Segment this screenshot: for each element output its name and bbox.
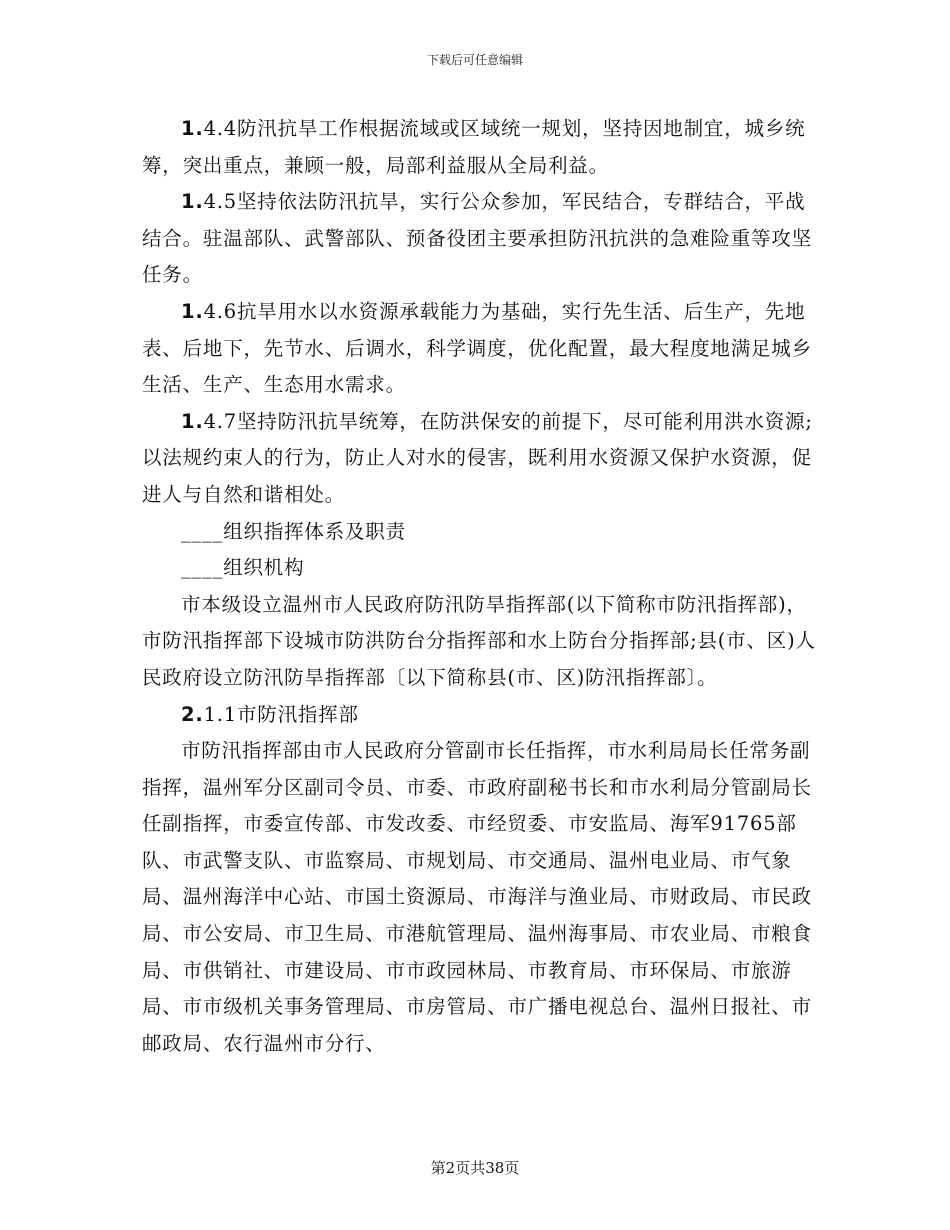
paragraph-text: 4.5坚持依法防汛抗旱，实行公众参加，军民结合，专群结合，平战结合。驻温部队、武警部队、预备役团主要承担防汛抗洪的急难险重等攻坚任务。 [142,190,812,287]
section-number: 1. [181,299,204,323]
paragraph-text: 4.4防汛抗旱工作根据流域或区域统一规划，坚持因地制宜，城乡统筹，突出重点，兼顾一般，局部利益服从全局利益。 [142,117,806,177]
paragraph-1-4-5 [142,184,818,294]
page-header: 下载后可任意编辑 [426,53,523,67]
heading-text: 1.1市防汛指挥部 [203,702,359,726]
section-number: 1. [181,409,204,433]
heading-organization [142,550,818,587]
paragraph-1-4-6 [142,294,818,404]
paragraph-organization [142,587,818,697]
paragraph-text: 市防汛指挥部由市人民政府分管副市长任指挥，市水利局局长任常务副指挥，温州军分区副司令员、市委、市政府副秘书长和市水利局分管副局长任副指挥，市委宣传部、市发改委、市经贸委、市安监局、海军91765部队、市武警支队、市监察局、市规划局、市交通局、温州电业局、市气象局、温州海洋中心站、市国土资源局、市海洋与渔业局、市财政局、市民政局、市公安局、市卫生局、市港航管理局、温州海事局、市农业局、市粮食局、市供销社、市建设局、市市政园林局、市教育局、市环保局、市旅游局、市市级机关事务管理局、市房管局、市广播电视总台、温州日报社、市邮政局、农行温州市分行、 [142,739,812,1055]
section-number: 2. [181,702,204,726]
section-number: 1. [181,117,204,140]
paragraph-text: 市本级设立温州市人民政府防汛防旱指挥部(以下简称市防汛指挥部)，市防汛指挥部下设城市防洪防台分指挥部和水上防台分指挥部;县(市、区)人民政府设立防汛防旱指挥部〔以下简称县(市、区)防汛指挥部〕。 [142,592,816,689]
paragraph-city-command [142,733,818,1062]
heading-text: ____组织机构 [181,556,305,580]
paragraph-text: 4.6抗旱用水以水资源承载能力为基础，实行先生活、后生产，先地表、后地下，先节水、后调水，科学调度，优化配置，最大程度地满足城乡生活、生产、生态用水需求。 [142,299,812,397]
document-body [142,111,818,1062]
section-number: 1. [181,190,204,214]
paragraph-1-4-4 [142,111,818,184]
paragraph-text: 4.7坚持防汛抗旱统筹，在防洪保安的前提下，尽可能利用洪水资源;以法规约束人的行为，防止人对水的侵害，既利用水资源又保护水资源，促进人与自然和谐相处。 [142,409,813,506]
paragraph-1-4-7 [142,404,818,514]
heading-2-1-1 [142,697,818,734]
heading-command-system [142,514,818,551]
heading-text: ____组织指挥体系及职责 [181,519,406,543]
page-footer: 第2页共38页 [430,1159,520,1177]
